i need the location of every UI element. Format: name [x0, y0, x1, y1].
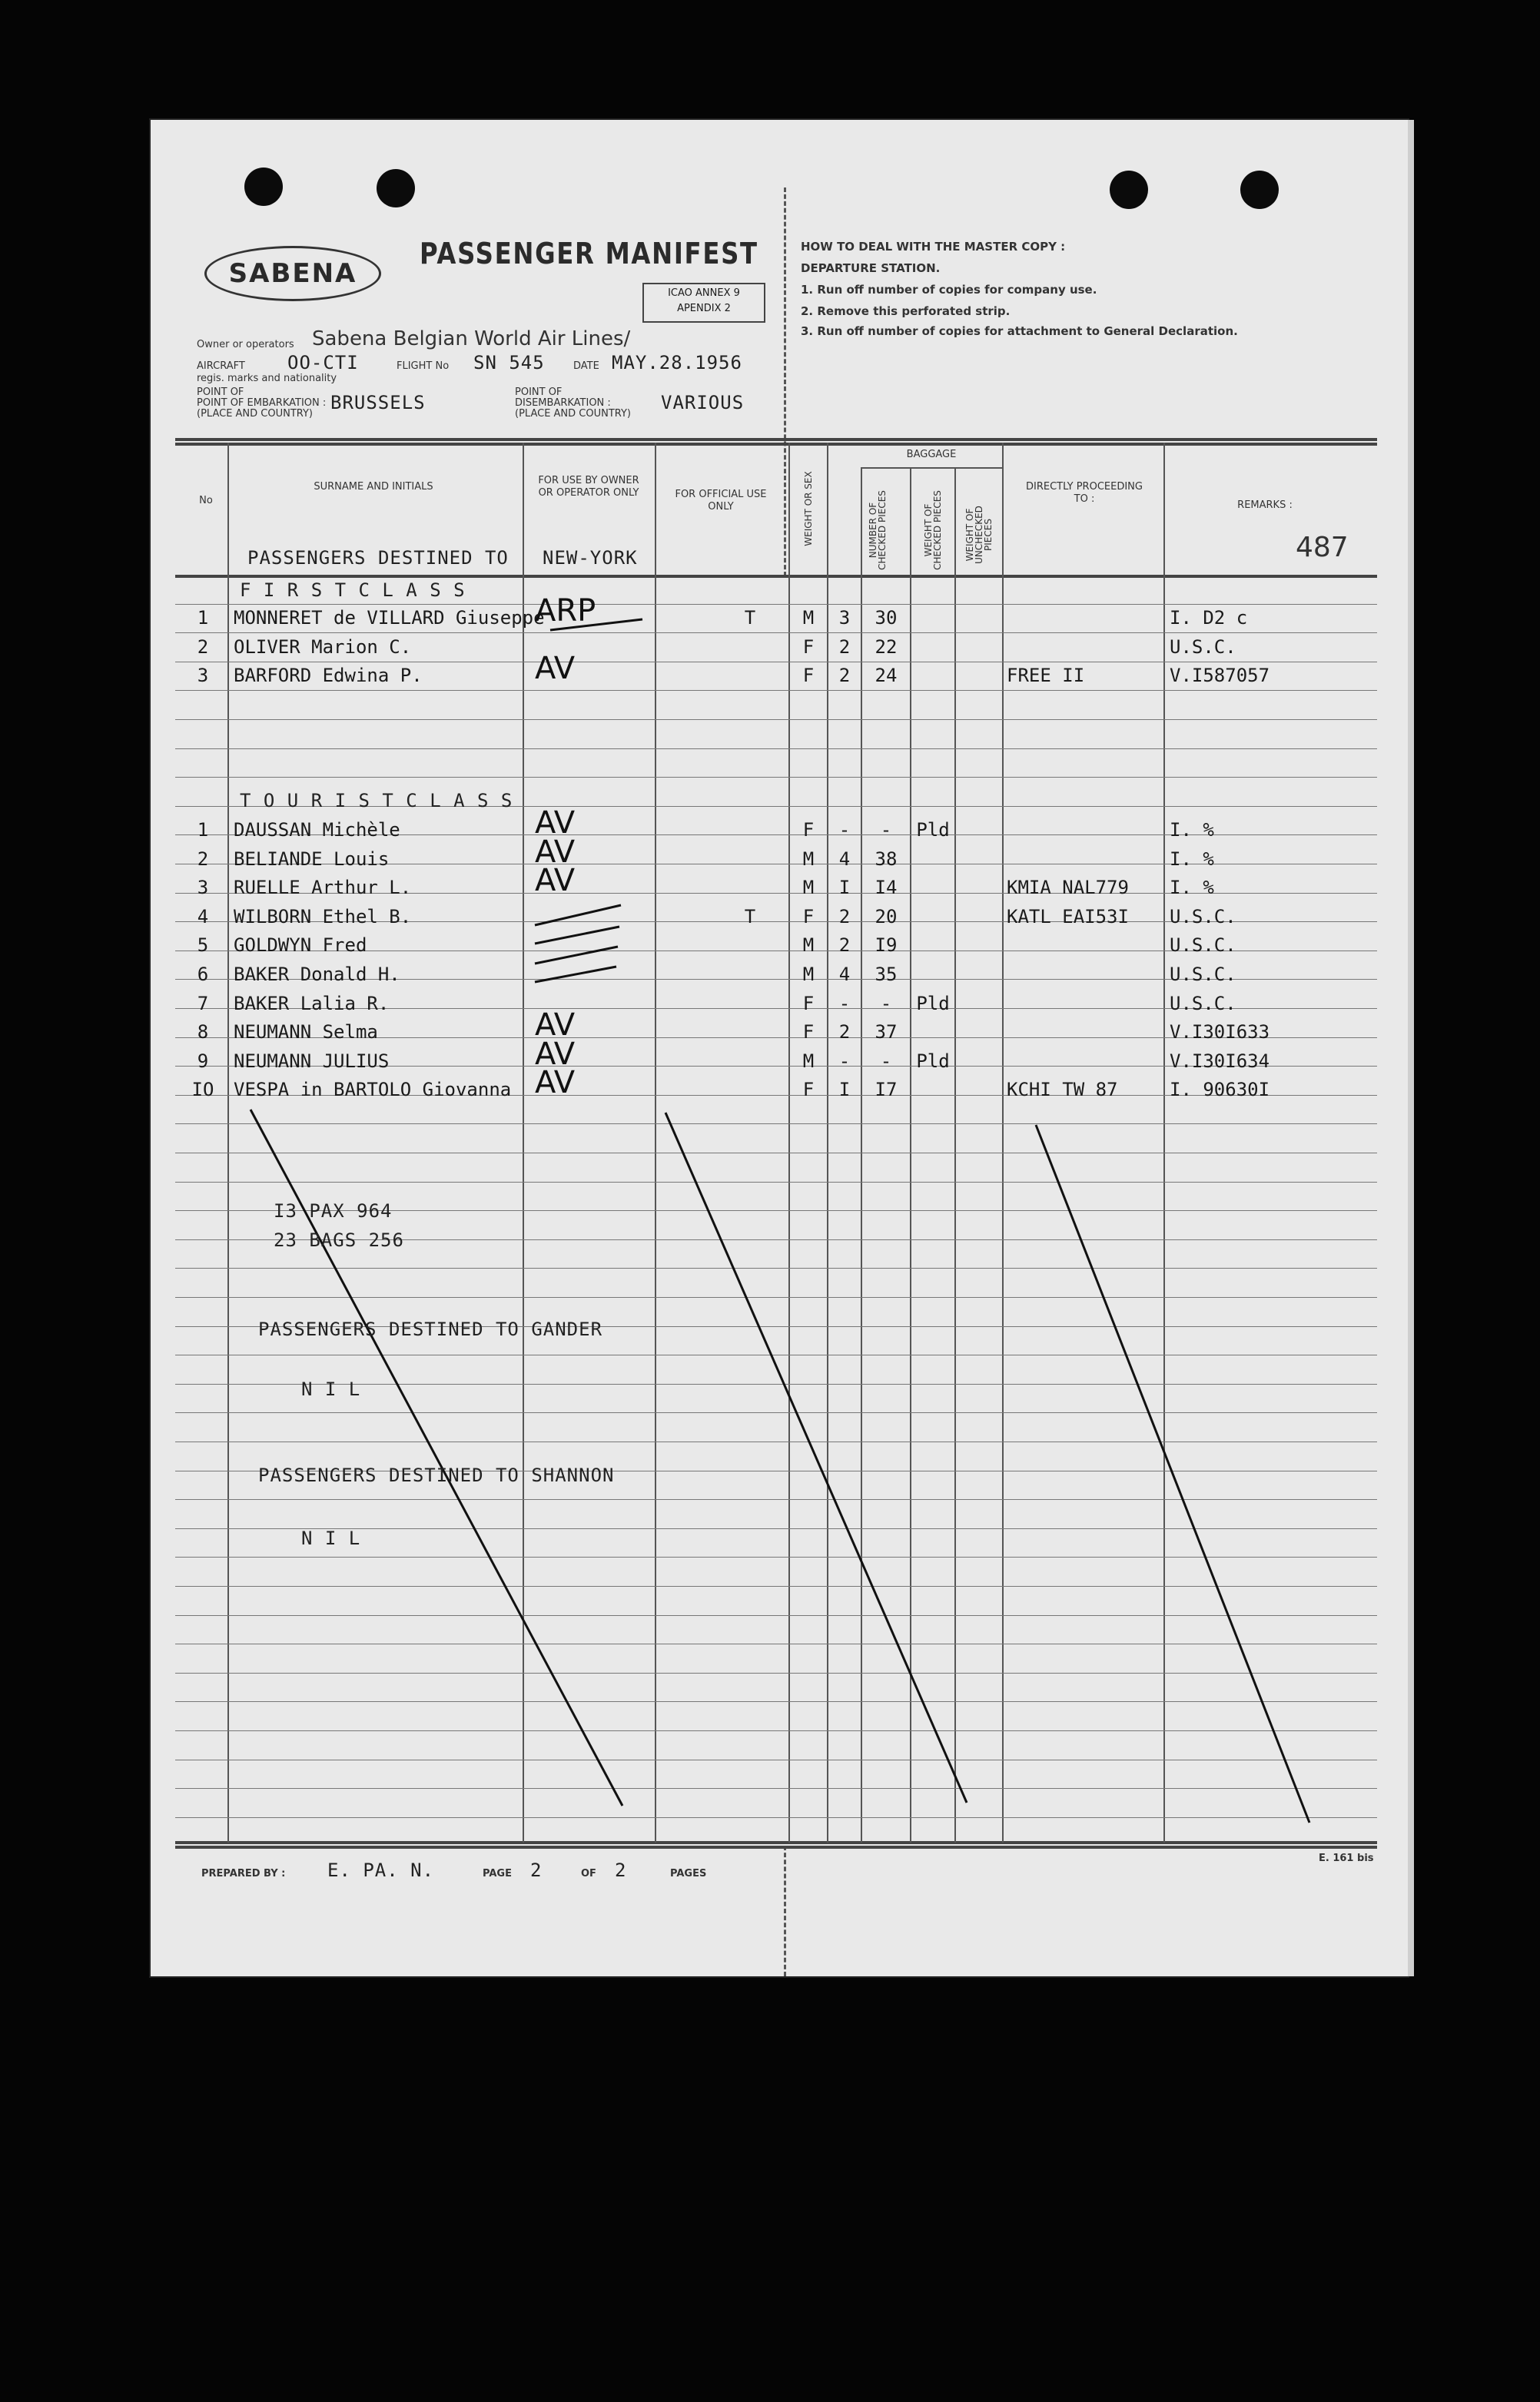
cell-remarks: I. %: [1170, 877, 1214, 898]
disembark-sub: (PLACE AND COUNTRY): [515, 408, 632, 420]
void-line-2: [665, 1113, 967, 1803]
col-header-weight-unchecked: WEIGHT OF UNCHECKED PIECES: [964, 506, 994, 564]
manifest-title: PASSENGER MANIFEST: [420, 237, 758, 270]
shannon-value: N I L: [301, 1528, 361, 1549]
cell-remarks: V.I587057: [1170, 665, 1270, 686]
cell-name: BAKER Lalia R.: [234, 993, 390, 1014]
instructions-line: 2. Remove this perforated strip.: [801, 304, 1011, 318]
of-value: 2: [615, 1860, 627, 1881]
cell-pieces: 2: [838, 665, 851, 686]
handwritten-initials: AV: [535, 834, 576, 870]
cell-remarks: U.S.C.: [1170, 993, 1236, 1014]
col-header-remarks: REMARKS :: [1237, 499, 1293, 511]
cell-name: VESPA in BARTOLO Giovanna: [234, 1079, 512, 1100]
prepared-value: E. PA. N.: [327, 1860, 435, 1881]
handwritten-initials: ARP: [535, 593, 596, 629]
tourist-class-heading: T O U R I S T C L A S S: [240, 790, 513, 811]
cell-remarks: I. %: [1170, 848, 1214, 870]
col-header-sex: WEIGHT OR SEX: [803, 471, 814, 546]
operator-name: Sabena Belgian World Air Lines/: [312, 327, 631, 350]
cell-weight: I4: [875, 877, 898, 898]
cell-sex: F: [802, 636, 815, 658]
cell-name: BAKER Donald H.: [234, 964, 400, 985]
cell-weight: 30: [875, 607, 898, 629]
disembark-label-1: POINT OF: [515, 387, 563, 398]
cell-sex: F: [802, 819, 815, 841]
cell-name: WILBORN Ethel B.: [234, 906, 412, 927]
form-code: E. 161 bis: [1319, 1853, 1374, 1864]
col-header-num-checked: NUMBER OF CHECKED PIECES: [868, 490, 888, 570]
cell-sex: F: [802, 906, 815, 927]
cell-sex: F: [802, 665, 815, 686]
cell-name: OLIVER Marion C.: [234, 636, 412, 658]
manifest-sheet: [151, 120, 1408, 1976]
col-header-surname: SURNAME AND INITIALS: [314, 481, 433, 493]
instructions-line: HOW TO DEAL WITH THE MASTER COPY :: [801, 240, 1066, 254]
flight-value: SN 545: [473, 352, 545, 373]
aircraft-label: AIRCRAFT: [197, 360, 245, 372]
cell-name: GOLDWYN Fred: [234, 934, 367, 956]
icao-line-1: ICAO ANNEX 9: [668, 287, 740, 299]
handwritten-initials: AV: [535, 651, 576, 686]
cell-pieces: 2: [838, 934, 851, 956]
gander-value: N I L: [301, 1378, 361, 1400]
icao-line-2: APENDIX 2: [677, 303, 731, 314]
strike-mark: [535, 905, 621, 925]
col-header-official: FOR OFFICIAL USE ONLY: [675, 489, 767, 513]
summary-pax: I3 PAX 964: [274, 1200, 393, 1222]
cell-sex: M: [802, 964, 815, 985]
cell-no: 8: [197, 1021, 209, 1043]
handwritten-initials: AV: [535, 1037, 576, 1072]
cell-sex: M: [802, 607, 815, 629]
cell-proceeding: FREE II: [1007, 665, 1085, 686]
cell-unchecked: Pld: [916, 819, 950, 841]
cell-remarks: V.I30I633: [1170, 1021, 1270, 1043]
cell-unchecked: Pld: [916, 1050, 950, 1072]
cell-name: NEUMANN JULIUS: [234, 1050, 390, 1072]
cell-remarks: V.I30I634: [1170, 1050, 1270, 1072]
cell-remarks: U.S.C.: [1170, 964, 1236, 985]
cell-remarks: I. 90630I: [1170, 1079, 1270, 1100]
cell-pieces: I: [838, 1079, 851, 1100]
cell-pieces: 3: [838, 607, 851, 629]
cell-sex: M: [802, 877, 815, 898]
pages-label: PAGES: [670, 1868, 707, 1879]
cell-no: 1: [197, 607, 209, 629]
cell-no: 2: [197, 636, 209, 658]
cell-proceeding: KATL EAI53I: [1007, 906, 1129, 927]
first-class-heading: F I R S T C L A S S: [240, 579, 466, 601]
cell-weight: 38: [875, 848, 898, 870]
cell-no: 1: [197, 819, 209, 841]
embark-label: POINT OF EMBARKATION :: [197, 397, 327, 409]
page-stamp-number: 487: [1296, 532, 1349, 563]
cell-no: 7: [197, 993, 209, 1014]
cell-sex: F: [802, 1021, 815, 1043]
date-value: MAY.28.1956: [612, 352, 742, 373]
handwritten-marks: [151, 120, 1408, 1976]
strike-mark: [535, 967, 616, 982]
prepared-label: PREPARED BY :: [201, 1868, 286, 1879]
col-header-no: No: [199, 495, 213, 506]
cell-pieces: -: [838, 819, 851, 841]
cell-weight: I7: [875, 1079, 898, 1100]
cell-remarks: I. D2 c: [1170, 607, 1248, 629]
cell-pieces: -: [838, 993, 851, 1014]
date-label: DATE: [573, 360, 599, 372]
cell-name: RUELLE Arthur L.: [234, 877, 412, 898]
cell-weight: -: [880, 993, 892, 1014]
strike-mark: [535, 927, 619, 944]
cell-no: 2: [197, 848, 209, 870]
cell-sex: M: [802, 934, 815, 956]
cell-name: BARFORD Edwina P.: [234, 665, 423, 686]
page-value: 2: [530, 1860, 543, 1881]
cell-remarks: I. %: [1170, 819, 1214, 841]
cell-weight: 35: [875, 964, 898, 985]
cell-weight: -: [880, 1050, 892, 1072]
page-label: PAGE: [483, 1868, 512, 1879]
cell-official: T: [744, 906, 756, 927]
cell-weight: 24: [875, 665, 898, 686]
cell-no: IO: [191, 1079, 214, 1100]
instructions-line: 1. Run off number of copies for company use.: [801, 283, 1097, 297]
strike-mark: [550, 619, 642, 630]
cell-weight: I9: [875, 934, 898, 956]
void-line-3: [1036, 1125, 1309, 1823]
col-header-weight-checked: WEIGHT OF CHECKED PIECES: [923, 490, 943, 570]
cell-sex: M: [802, 1050, 815, 1072]
cell-no: 6: [197, 964, 209, 985]
embark-sub: (PLACE AND COUNTRY): [197, 408, 314, 420]
embark-point-label: POINT OF: [197, 387, 244, 398]
handwritten-initials: AV: [535, 1007, 576, 1043]
cell-no: 3: [197, 877, 209, 898]
col-header-baggage: BAGGAGE: [906, 449, 957, 460]
cell-remarks: U.S.C.: [1170, 636, 1236, 658]
col-header-owner: FOR USE BY OWNER OR OPERATOR ONLY: [538, 475, 639, 499]
flight-label: FLIGHT No: [397, 360, 450, 372]
cell-pieces: 4: [838, 848, 851, 870]
regis-label: regis. marks and nationality: [197, 373, 337, 384]
cell-no: 5: [197, 934, 209, 956]
shannon-label: PASSENGERS DESTINED TO SHANNON: [258, 1465, 615, 1486]
cell-unchecked: Pld: [916, 993, 950, 1014]
cell-pieces: -: [838, 1050, 851, 1072]
gander-label: PASSENGERS DESTINED TO GANDER: [258, 1319, 603, 1340]
cell-no: 4: [197, 906, 209, 927]
cell-weight: -: [880, 819, 892, 841]
aircraft-value: OO-CTI: [287, 352, 359, 373]
summary-bags: 23 BAGS 256: [274, 1229, 404, 1251]
strike-mark: [535, 947, 618, 964]
cell-weight: 37: [875, 1021, 898, 1043]
cell-weight: 22: [875, 636, 898, 658]
handwritten-initials: AV: [535, 863, 576, 898]
disembark-label-2: DISEMBARKATION :: [515, 397, 611, 409]
cell-name: BELIANDE Louis: [234, 848, 390, 870]
cell-name: DAUSSAN Michèle: [234, 819, 400, 841]
cell-proceeding: KMIA NAL779: [1007, 877, 1129, 898]
instructions-line: DEPARTURE STATION.: [801, 261, 941, 275]
cell-pieces: 2: [838, 1021, 851, 1043]
cell-weight: 20: [875, 906, 898, 927]
disembark-value: VARIOUS: [661, 392, 745, 413]
cell-pieces: 4: [838, 964, 851, 985]
destined-label: PASSENGERS DESTINED TO: [247, 547, 509, 569]
instructions-line: 3. Run off number of copies for attachment to General Declaration.: [801, 324, 1238, 338]
cell-no: 3: [197, 665, 209, 686]
cell-official: T: [744, 607, 756, 629]
cell-sex: M: [802, 848, 815, 870]
handwritten-initials: AV: [535, 805, 576, 841]
cell-pieces: 2: [838, 636, 851, 658]
cell-name: NEUMANN Selma: [234, 1021, 378, 1043]
cell-name: MONNERET de VILLARD Giuseppe: [234, 607, 545, 629]
cell-pieces: 2: [838, 906, 851, 927]
sheet-edge: [1408, 120, 1414, 1976]
cell-pieces: I: [838, 877, 851, 898]
operator-label: Owner or operators: [197, 339, 294, 350]
cell-sex: F: [802, 1079, 815, 1100]
of-label: OF: [581, 1868, 596, 1879]
destined-value: NEW-YORK: [543, 547, 638, 569]
sabena-logo: SABENA: [204, 246, 381, 301]
handwritten-initials: AV: [535, 1065, 576, 1100]
cell-remarks: U.S.C.: [1170, 934, 1236, 956]
cell-no: 9: [197, 1050, 209, 1072]
embark-value: BRUSSELS: [330, 392, 426, 413]
cell-sex: F: [802, 993, 815, 1014]
cell-proceeding: KCHI TW 87: [1007, 1079, 1118, 1100]
col-header-proceeding: DIRECTLY PROCEEDING TO :: [1026, 481, 1143, 505]
cell-remarks: U.S.C.: [1170, 906, 1236, 927]
